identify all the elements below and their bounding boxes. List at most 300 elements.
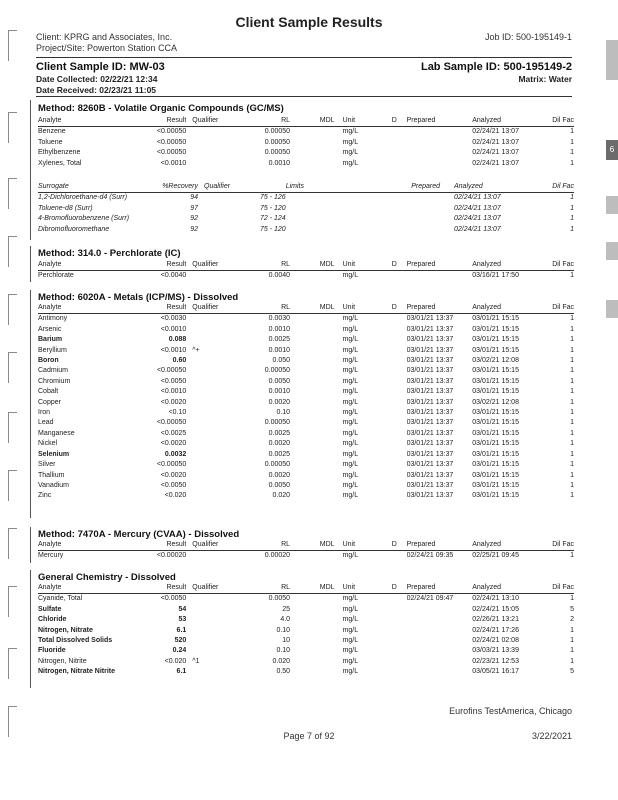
cell-analyzed: 03/01/21 15:15	[472, 429, 519, 437]
cell-qualifier	[186, 460, 235, 470]
cell-analyte: Manganese	[38, 429, 75, 437]
column-header-rl: RL	[281, 584, 291, 591]
cell-analyzed: 03/01/21 15:15	[472, 450, 519, 458]
cell-rl: 0.10	[276, 647, 291, 655]
surrogate-row	[38, 193, 574, 204]
cell-rl: 0.020	[272, 492, 291, 500]
method-title-mercury: Method: 7470A - Mercury (CVAA) - Dissolved	[38, 529, 240, 540]
cell-analyte: Total Dissolved Solids	[38, 637, 113, 645]
footer-page-number: Page 7 of 92	[283, 731, 335, 741]
cell-unit: mg/L	[342, 357, 359, 365]
cell-d	[392, 335, 407, 345]
cell-d	[392, 460, 407, 470]
cell-result: <0.0020	[160, 398, 187, 406]
cell-prepared: 03/01/21 13:37	[406, 461, 454, 469]
table-row	[38, 387, 574, 397]
column-header-d: D	[391, 261, 397, 268]
table-row	[38, 366, 574, 376]
column-header-analyte: Analyte	[38, 584, 62, 591]
cell-dil: 1	[570, 128, 574, 136]
margin-mark	[8, 412, 17, 443]
side-tab-active	[606, 140, 618, 160]
cell-unit: mg/L	[342, 388, 359, 396]
table-row	[38, 615, 574, 625]
cell-dil: 1	[570, 637, 574, 645]
cell-analyte: Lead	[38, 419, 54, 427]
margin-mark	[8, 648, 17, 679]
cell-mdl	[290, 138, 334, 148]
cell-dil: 1	[570, 626, 574, 634]
table-row	[38, 138, 574, 148]
column-header-analyzed: Analyzed	[472, 117, 502, 124]
cell-qualifier	[186, 450, 235, 460]
cell-qualifier	[186, 159, 235, 169]
cell-prepared: 03/01/21 13:37	[406, 429, 454, 437]
column-header-analyzed: Analyzed	[472, 304, 502, 311]
column-header-dil: Dil Fac	[552, 117, 574, 124]
cell-qualifier	[186, 314, 235, 325]
cell-analyte: Barium	[38, 336, 63, 344]
cell-dil: 1	[570, 159, 574, 167]
cell-d	[392, 491, 407, 501]
cell-rl: 0.050	[272, 357, 291, 365]
cell-d	[392, 127, 407, 138]
cell-mdl	[290, 127, 334, 138]
cell-analyzed: 03/01/21 15:15	[472, 315, 519, 323]
cell-qualifier	[186, 377, 235, 387]
cell-rl: 0.00050	[264, 149, 291, 157]
cell-d	[392, 605, 407, 615]
cell-dil: 1	[570, 336, 574, 344]
table-row	[38, 636, 574, 646]
margin-mark	[8, 352, 17, 383]
table-row	[38, 398, 574, 408]
cell-prepared: 03/01/21 13:37	[406, 398, 454, 406]
cell-rl: 0.0050	[268, 481, 291, 489]
cell-mdl	[290, 460, 334, 470]
cell-d	[392, 346, 407, 356]
surrogate-cell-prepared	[304, 225, 454, 235]
cell-d	[392, 636, 407, 646]
cell-mdl	[290, 356, 334, 366]
cell-prepared	[407, 127, 473, 138]
cell-dil: 1	[570, 471, 574, 479]
surrogate-cell-prepared	[304, 204, 454, 214]
cell-mdl	[290, 148, 334, 158]
cell-analyzed: 03/01/21 15:15	[472, 325, 519, 333]
cell-prepared: 03/01/21 13:37	[406, 481, 454, 489]
surrogate-cell-analyzed: 02/24/21 13:07	[454, 204, 501, 212]
job-id: Job ID: 500-195149-1	[484, 32, 572, 42]
cell-prepared	[407, 159, 473, 169]
table-row	[38, 418, 574, 428]
cell-analyte: Silver	[38, 461, 56, 469]
margin-mark	[8, 586, 17, 617]
cell-mdl	[290, 418, 334, 428]
cell-prepared: 03/01/21 13:37	[406, 450, 454, 458]
cell-prepared	[407, 138, 473, 148]
cell-result: <0.0010	[160, 388, 187, 396]
cell-d	[392, 439, 407, 449]
cell-dil: 1	[570, 461, 574, 469]
cell-result: 520	[174, 637, 187, 645]
table-row	[38, 481, 574, 491]
cell-qualifier	[186, 481, 235, 491]
cell-dil: 1	[570, 409, 574, 417]
cell-d	[392, 138, 407, 148]
cell-qualifier: ^1	[192, 657, 200, 665]
side-tab	[606, 300, 618, 318]
cell-mdl	[290, 491, 334, 501]
cell-d	[392, 387, 407, 397]
cell-dil: 1	[570, 367, 574, 375]
cell-prepared: 03/01/21 13:37	[406, 419, 454, 427]
perchlorate-table	[38, 260, 574, 282]
surrogate-cell-analyzed: 02/24/21 13:07	[454, 194, 501, 202]
cell-rl: 0.00050	[264, 138, 291, 146]
cell-rl: 0.00050	[264, 128, 291, 136]
project-site: Project/Site: Powerton Station CCA	[36, 43, 178, 53]
cell-analyte: Nitrogen, Nitrate Nitrite	[38, 668, 116, 676]
column-header-prepared: Prepared	[406, 541, 436, 548]
header-row	[38, 116, 574, 127]
cell-result: 6.1	[176, 626, 187, 634]
cell-analyte: Mercury	[38, 552, 64, 560]
cell-d	[392, 481, 407, 491]
cell-rl: 0.0050	[268, 377, 291, 385]
column-header-mdl: MDL	[319, 541, 335, 548]
cell-analyte: Copper	[38, 398, 61, 406]
cell-d	[392, 418, 407, 428]
cell-d	[392, 398, 407, 408]
cell-unit: mg/L	[342, 336, 359, 344]
cell-analyzed: 02/24/21 13:07	[472, 138, 519, 146]
cell-qualifier: ^+	[192, 346, 200, 354]
cell-dil: 1	[570, 419, 574, 427]
cell-rl: 0.00020	[264, 552, 291, 560]
client-sample-id: Client Sample ID: MW-03	[36, 61, 165, 73]
cell-qualifier	[186, 366, 235, 376]
cell-analyzed: 02/25/21 09:45	[472, 552, 519, 560]
column-header-unit: Unit	[342, 261, 356, 268]
cell-prepared: 03/01/21 13:37	[406, 315, 454, 323]
cell-d	[392, 159, 407, 169]
cell-result: <0.00050	[156, 138, 187, 146]
footer-date: 3/22/2021	[531, 731, 572, 741]
margin-mark	[8, 294, 17, 325]
column-header-dil: Dil Fac	[552, 584, 574, 591]
surrogate-cell-prepared	[304, 193, 454, 204]
cell-unit: mg/L	[342, 346, 359, 354]
cell-result: <0.10	[168, 409, 187, 417]
surrogate-row	[38, 214, 574, 224]
table-row	[38, 471, 574, 481]
table-row	[38, 460, 574, 470]
table-row	[38, 439, 574, 449]
surrogate-header-analyzed: Analyzed	[454, 183, 483, 190]
cell-analyzed: 03/01/21 15:15	[472, 388, 519, 396]
cell-prepared: 03/01/21 13:37	[406, 325, 454, 333]
cell-result: <0.0050	[160, 595, 187, 603]
date-received: Date Received: 02/23/21 11:05	[36, 85, 157, 95]
cell-analyte: Zinc	[38, 492, 52, 500]
header-rule	[36, 57, 572, 58]
surrogate-cell-surrogate: 1,2-Dichloroethane-d4 (Surr)	[38, 194, 128, 202]
cell-analyzed: 03/01/21 15:15	[472, 346, 519, 354]
cell-analyte: Thallium	[38, 471, 65, 479]
cell-result: <0.020	[164, 492, 187, 500]
cell-d	[392, 148, 407, 158]
cell-d	[392, 615, 407, 625]
cell-qualifier	[186, 418, 235, 428]
surrogate-cell-dil: 1	[570, 194, 574, 202]
cell-prepared	[407, 646, 473, 656]
cell-d	[392, 667, 407, 677]
column-header-result: Result	[166, 117, 187, 124]
surrogate-cell-limits: 75 - 126	[260, 194, 286, 202]
column-header-analyzed: Analyzed	[472, 584, 502, 591]
cell-d	[392, 356, 407, 366]
client-name: Client: KPRG and Associates, Inc.	[36, 32, 173, 42]
column-header-prepared: Prepared	[406, 261, 436, 268]
cell-d	[392, 408, 407, 418]
cell-result: <0.0025	[160, 429, 187, 437]
cell-analyte: Vanadium	[38, 481, 70, 489]
cell-analyte: Selenium	[38, 450, 70, 458]
cell-unit: mg/L	[342, 471, 359, 479]
column-header-qualifier: Qualifier	[192, 584, 219, 591]
cell-prepared	[407, 148, 473, 158]
cell-analyte: Xylenes, Total	[38, 159, 82, 167]
cell-unit: mg/L	[342, 377, 359, 385]
cell-dil: 1	[570, 657, 574, 665]
table-row	[38, 325, 574, 335]
column-header-qualifier: Qualifier	[192, 541, 219, 548]
surrogate-cell-analyzed: 02/24/21 13:07	[454, 225, 501, 233]
surrogate-cell-recovery: 97	[190, 204, 198, 212]
column-header-unit: Unit	[342, 117, 356, 124]
surrogate-header-row	[38, 182, 574, 193]
cell-result: <0.00050	[156, 128, 187, 136]
cell-analyte: Cadmium	[38, 367, 68, 375]
cell-prepared: 03/01/21 13:37	[406, 440, 454, 448]
cell-dil: 5	[570, 668, 574, 676]
cell-mdl	[290, 471, 334, 481]
cell-unit: mg/L	[342, 325, 359, 333]
cell-analyte: Benzene	[38, 128, 66, 136]
cell-d	[392, 551, 407, 562]
cell-d	[392, 450, 407, 460]
cell-unit: mg/L	[342, 272, 359, 280]
cell-rl: 0.0020	[268, 471, 291, 479]
cell-mdl	[290, 408, 334, 418]
voc-table	[38, 116, 574, 169]
cell-dil: 1	[570, 492, 574, 500]
cell-qualifier	[186, 439, 235, 449]
column-header-mdl: MDL	[319, 261, 335, 268]
cell-unit: mg/L	[342, 626, 359, 634]
cell-analyte: Ethylbenzene	[38, 149, 81, 157]
column-header-qualifier: Qualifier	[192, 304, 219, 311]
cell-dil: 1	[570, 149, 574, 157]
cell-prepared: 03/01/21 13:37	[406, 471, 454, 479]
table-row	[38, 159, 574, 169]
sample-rule	[36, 96, 572, 97]
surrogate-header-surrogate: Surrogate	[38, 183, 69, 190]
cell-qualifier	[186, 335, 235, 345]
cell-dil: 1	[570, 357, 574, 365]
table-row	[38, 356, 574, 366]
table-row	[38, 491, 574, 501]
cell-analyzed: 03/01/21 15:15	[472, 440, 519, 448]
cell-qualifier	[186, 594, 235, 605]
cell-mdl	[290, 335, 334, 345]
cell-rl: 0.00050	[264, 419, 291, 427]
cell-rl: 0.00050	[264, 367, 291, 375]
cell-result: <0.0010	[160, 346, 187, 354]
cell-analyte: Chloride	[38, 616, 67, 624]
cell-analyzed: 03/01/21 15:15	[472, 367, 519, 375]
cell-unit: mg/L	[342, 440, 359, 448]
cell-mdl	[290, 429, 334, 439]
surrogate-cell-dil: 1	[570, 204, 574, 212]
cell-rl: 0.10	[276, 626, 291, 634]
cell-dil: 1	[570, 595, 574, 603]
cell-analyzed: 03/02/21 12:08	[472, 357, 519, 365]
cell-qualifier	[186, 387, 235, 397]
table-row	[38, 626, 574, 636]
cell-unit: mg/L	[342, 481, 359, 489]
cell-qualifier	[186, 127, 235, 138]
cell-unit: mg/L	[342, 419, 359, 427]
cell-mdl	[290, 387, 334, 397]
cell-d	[392, 471, 407, 481]
cell-analyzed: 02/26/21 13:21	[472, 616, 519, 624]
cell-analyte: Arsenic	[38, 325, 62, 333]
cell-qualifier	[186, 398, 235, 408]
surrogate-cell-surrogate: 4-Bromofluorobenzene (Surr)	[38, 215, 130, 223]
column-header-d: D	[391, 541, 397, 548]
cell-analyzed: 03/01/21 15:15	[472, 481, 519, 489]
cell-analyte: Iron	[38, 409, 51, 417]
cell-analyte: Sulfate	[38, 605, 62, 613]
mercury-table	[38, 540, 574, 562]
table-row	[38, 335, 574, 345]
cell-rl: 0.0025	[268, 450, 291, 458]
cell-unit: mg/L	[342, 398, 359, 406]
cell-analyte: Antimony	[38, 315, 68, 323]
column-header-prepared: Prepared	[406, 304, 436, 311]
surrogate-cell-qualifier	[198, 193, 244, 204]
table-row	[38, 594, 574, 605]
cell-qualifier	[186, 551, 235, 562]
method-title-voc: Method: 8260B - Volatile Organic Compounds (GC/MS)	[38, 103, 284, 114]
cell-analyte: Chromium	[38, 377, 71, 385]
surrogate-cell-recovery: 94	[190, 194, 198, 202]
cell-analyzed: 03/01/21 15:15	[472, 336, 519, 344]
column-header-dil: Dil Fac	[552, 304, 574, 311]
cell-result: <0.0020	[160, 471, 187, 479]
cell-rl: 0.0050	[268, 595, 291, 603]
cell-qualifier	[186, 636, 235, 646]
table-row	[38, 450, 574, 460]
cell-result: 0.088	[168, 336, 187, 344]
cell-mdl	[290, 314, 334, 325]
surrogate-header-prepared: Prepared	[411, 183, 440, 190]
table-row	[38, 551, 574, 562]
cell-unit: mg/L	[342, 367, 359, 375]
column-header-analyte: Analyte	[38, 261, 62, 268]
column-header-analyte: Analyte	[38, 304, 62, 311]
cell-prepared: 03/01/21 13:37	[406, 388, 454, 396]
side-tab	[606, 40, 618, 80]
table-row	[38, 377, 574, 387]
column-header-dil: Dil Fac	[552, 541, 574, 548]
cell-prepared: 03/01/21 13:37	[406, 336, 454, 344]
cell-analyte: Cyanide, Total	[38, 595, 83, 603]
cell-prepared	[407, 605, 473, 615]
cell-result: <0.0010	[160, 325, 187, 333]
cell-unit: mg/L	[342, 450, 359, 458]
cell-unit: mg/L	[342, 149, 359, 157]
table-row	[38, 127, 574, 138]
column-header-unit: Unit	[342, 584, 356, 591]
cell-qualifier	[186, 429, 235, 439]
cell-rl: 0.50	[276, 668, 291, 676]
surrogate-cell-qualifier	[198, 204, 244, 214]
column-header-rl: RL	[281, 261, 291, 268]
cell-dil: 1	[570, 450, 574, 458]
cell-mdl	[290, 346, 334, 356]
surrogate-cell-dil: 1	[570, 225, 574, 233]
cell-unit: mg/L	[342, 616, 359, 624]
cell-analyzed: 03/02/21 12:08	[472, 398, 519, 406]
cell-rl: 0.0020	[268, 440, 291, 448]
cell-analyzed: 03/01/21 15:15	[472, 471, 519, 479]
cell-qualifier	[186, 271, 235, 282]
cell-unit: mg/L	[342, 492, 359, 500]
footer-lab: Eurofins TestAmerica, Chicago	[449, 706, 572, 716]
cell-unit: mg/L	[342, 552, 359, 560]
table-row	[38, 314, 574, 325]
cell-result: <0.0020	[160, 440, 187, 448]
cell-result: <0.00050	[156, 367, 187, 375]
column-header-d: D	[391, 304, 397, 311]
cell-d	[392, 657, 407, 667]
cell-dil: 5	[570, 605, 574, 613]
surrogate-cell-dil: 1	[570, 215, 574, 223]
margin-mark	[8, 528, 17, 559]
surrogate-cell-prepared	[304, 214, 454, 224]
cell-mdl	[290, 366, 334, 376]
cell-prepared	[407, 657, 473, 667]
voc-surrogate-table	[38, 182, 574, 235]
surrogate-header-limits: Limits	[285, 183, 304, 190]
header-row	[38, 540, 574, 551]
cell-d	[392, 366, 407, 376]
cell-d	[392, 626, 407, 636]
cell-prepared	[407, 626, 473, 636]
cell-unit: mg/L	[342, 605, 359, 613]
cell-mdl	[290, 551, 334, 562]
cell-analyte: Cobalt	[38, 388, 59, 396]
cell-analyzed: 03/01/21 15:15	[472, 419, 519, 427]
surrogate-cell-recovery: 92	[190, 215, 198, 223]
cell-qualifier	[186, 605, 235, 615]
cell-analyzed: 03/01/21 15:15	[472, 409, 519, 417]
surrogate-cell-surrogate: Dibromofluoromethane	[38, 225, 110, 233]
cell-dil: 1	[570, 138, 574, 146]
